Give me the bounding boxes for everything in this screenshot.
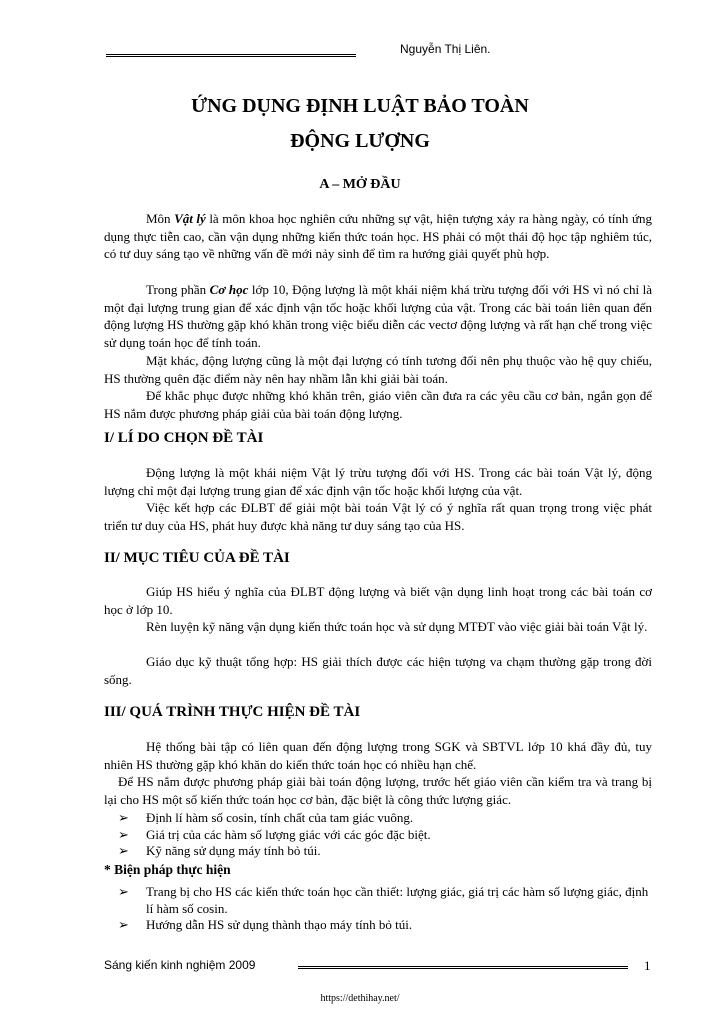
intro-p2-pre: Trong phần [146,282,210,297]
arrow-bullet-icon: ➢ [118,884,129,899]
arrow-bullet-icon: ➢ [118,826,129,842]
intro-paragraph-3 [104,352,652,387]
intro-p2-emphasis: Cơ học [209,282,249,297]
header-author: Nguyễn Thị Liên. [400,42,491,56]
section-2-p2-text: Rèn luyện kỹ năng vận dụng kiến thức toán học và sử dụng MTĐT vào việc giải bài toán Vật lý. [146,619,648,634]
arrow-bullet-icon: ➢ [118,810,129,825]
section-1-paragraph-2 [104,499,652,534]
section-2-p1-text: Giúp HS hiểu ý nghĩa của ĐLBT động lượng và biết vận dụng linh hoạt trong các bài toán cơ học ở lớp 10. [104,584,652,617]
intro-p4-text: Để khắc phục được những khó khăn trên, giáo viên cần đưa ra các yêu cầu cơ bản, ngắn gọn để HS nắm được phương pháp giải của bài toán động lượng. [104,388,652,421]
measures-heading: * Biện pháp thực hiện [104,862,231,877]
section-1-paragraph-1 [104,464,652,499]
intro-paragraph-1 [104,210,652,263]
section-3-p1-text: Hệ thống bài tập có liên quan đến động lượng trong SGK và SBTVL lớp 10 khá đầy đủ, tuy nhiên HS thường gặp khó khăn do kiến thức toán học có nhiều hạn chế. [104,739,652,772]
section-3-paragraph-2 [104,773,652,808]
list-item: ➢ Kỹ năng sử dụng máy tính bỏ túi. [118,843,321,858]
page-number: 1 [644,958,651,973]
document-title-line1: ỨNG DỤNG ĐỊNH LUẬT BẢO TOÀN [191,95,529,117]
section-1-p2-text: Việc kết hợp các ĐLBT để giải một bài toán Vật lý có ý nghĩa rất quan trọng trong việc phát triển tư duy của HS, phát huy được khả năng tư duy sáng tạo của HS. [104,500,652,533]
section-a-heading: A – MỞ ĐẦU [319,177,401,192]
section-3-heading: III/ QUÁ TRÌNH THỰC HIỆN ĐỀ TÀI [104,704,361,720]
intro-p3-text: Mặt khác, động lượng cũng là một đại lượng có tính tương đối nên phụ thuộc vào hệ quy chiếu, HS thường quên đặc điểm này nên hay nhầm lẫn khi giải bài toán. [104,353,652,386]
section-2-paragraph-3 [104,653,652,688]
section-3-p2-text: Để HS nắm được phương pháp giải bài toán động lượng, trước hết giáo viên cần kiểm tra và trang bị lại cho HS một số kiến thức toán học cơ bản, đặc biệt là công thức lượng giác. [104,774,652,807]
intro-p1-post: là môn khoa học nghiên cứu những sự vật, hiện tượng xảy ra hàng ngày, có tính ứng dụng thực tiễn cao, cần vận dụng những kiến thức toán học. HS phải có một thái độ học tập nghiêm túc, có tư duy sáng tạo về những vấn đề mới nảy sinh để tìm ra hướng giải quyết phù hợp. [104,211,653,261]
section-2-paragraph-1 [104,583,652,618]
section-2-paragraph-2 [104,618,652,636]
section-1-p1-text: Động lượng là một khái niệm Vật lý trừu tượng đối với HS. Trong các bài toán Vật lý, động lượng chỉ một đại lượng trung gian để xác định vận tốc hoặc khối lượng của vật. [104,465,652,498]
intro-p1-pre: Môn [146,211,175,226]
section-2-heading: II/ MỤC TIÊU CỦA ĐỀ TÀI [104,550,290,566]
footer-rule [298,966,628,972]
math-knowledge-list [118,810,652,860]
section-2-p3-text: Giáo dục kỹ thuật tổng hợp: HS giải thích được các hiện tượng va chạm thường gặp trong đời sống. [104,654,652,687]
intro-paragraph-4 [104,387,652,422]
list-item: ➢ Giá trị của các hàm số lượng giác với các góc đặc biệt. [118,826,431,842]
arrow-bullet-icon: ➢ [118,917,129,932]
header-rule [106,54,356,60]
intro-paragraph-2 [104,281,652,351]
intro-p1-emphasis: Vật lý [174,211,206,226]
intro-p2-post: lớp 10, Động lượng là một khái niệm khá trừu tượng đối với HS vì nó chỉ là một đại lượng trung gian để xác định vận tốc hoặc khối lượng của vật. Trong các bài toán liên quan đến động lượng HS thường gặp khó khăn trong việc biểu diễn các vectơ động lượng và rất hạn chế trong việc sử dụng toán học để tính toán. [104,282,652,350]
list-item: ➢ Định lí hàm số cosin, tính chất của tam giác vuông. [118,810,414,825]
list-item: ➢ Trang bị cho HS các kiến thức toán học cần thiết: lượng giác, giá trị các hàm số lượng giác, định lí hàm số cosin. [118,884,649,916]
section-1-heading: I/ LÍ DO CHỌN ĐỀ TÀI [104,430,264,446]
document-title-line2: ĐỘNG LƯỢNG [290,130,430,152]
footer-url: https://dethihay.net/ [320,993,400,1004]
arrow-bullet-icon: ➢ [118,843,129,858]
section-3-paragraph-1 [104,738,652,773]
list-item: ➢ Hướng dẫn HS sử dụng thành thạo máy tính bỏ túi. [118,917,413,932]
measures-list [118,884,652,934]
footer-label: Sáng kiến kinh nghiệm 2009 [104,958,256,972]
